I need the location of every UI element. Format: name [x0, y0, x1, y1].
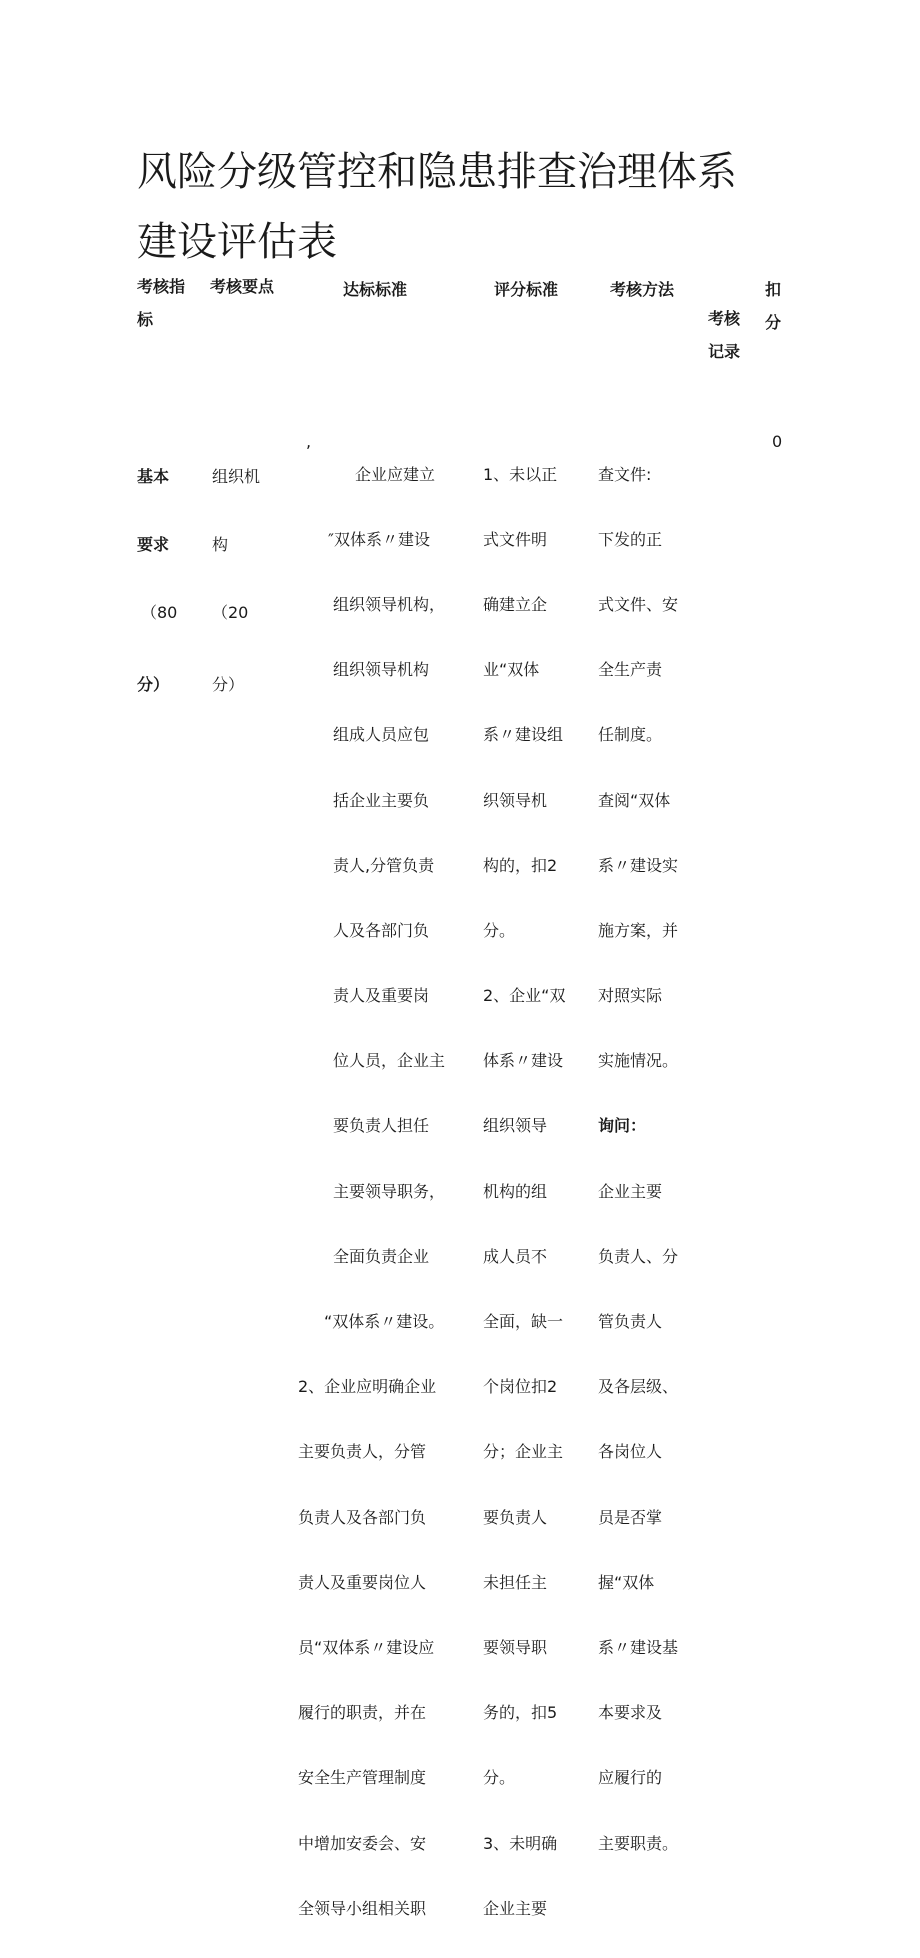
cell-indicator: 基本 要求 （80 分） — [137, 467, 178, 694]
header-method: 考核方法 — [610, 280, 675, 299]
cell-scoring: 1、未以正 式文件明 确建立企 业“双体 系〃建设组 织领导机 构的，扣2 分。 2、企业“双 体系〃建设 组织领导 机构的组 成人员不 全面，缺一 个岗位扣2 分；企业主 要负责人 未担任主 要领导职 务的，扣5 分。 3、未明确 企业主要 — [483, 464, 566, 1918]
cell-points: 组织机 构 （20 分） — [212, 467, 261, 694]
header-deduct: 扣 分 — [765, 280, 782, 332]
cell-deduct: 0 — [772, 432, 783, 451]
title-line-1: 风险分级管控和隐患排查治理体系 — [137, 148, 737, 195]
header-record: 考核 记录 — [708, 309, 741, 361]
method-ask-label: 询问： — [598, 1116, 647, 1136]
header-standard: 达标标准 — [343, 280, 408, 299]
page-title — [137, 137, 797, 277]
cell-method: 查文件: 下发的正 式文件、安 全生产责 任制度。 查阅“双体 系〃建设实 施方案，并 对照实际 实施情况。 询问： 企业主要 负责人、分 管负责人 及各层级、 各岗位人 员是否掌 握“双体 系〃建设基 本要求及 应履行的 主要职责。 — [598, 426, 698, 1893]
title-line-2: 建设评估表 — [137, 218, 337, 265]
cell-standard: 企业应建立 ″双体系〃建设 组织领导机构， 组织领导机构 组成人员应包 括企业主要负 责人,分管负责 人及各部门负 责人及重要岗 位人员，企业主 要负责人担任 主要领导职务， 全面负责企业 “双体系〃建设。 2、企业应明确企业 主要负责人，分管 负责人及各部门负 责人及重要岗位人 员“双体系〃建设应 履行的职责，并在 安全生产管理制度 中增加安委会、安 全领导小组相关职 — [298, 464, 446, 1918]
header-indicator: 考核指 标 — [137, 277, 186, 329]
stray-comma: , — [306, 432, 312, 451]
header-scoring: 评分标准 — [494, 280, 559, 299]
header-points: 考核要点 — [210, 277, 275, 296]
